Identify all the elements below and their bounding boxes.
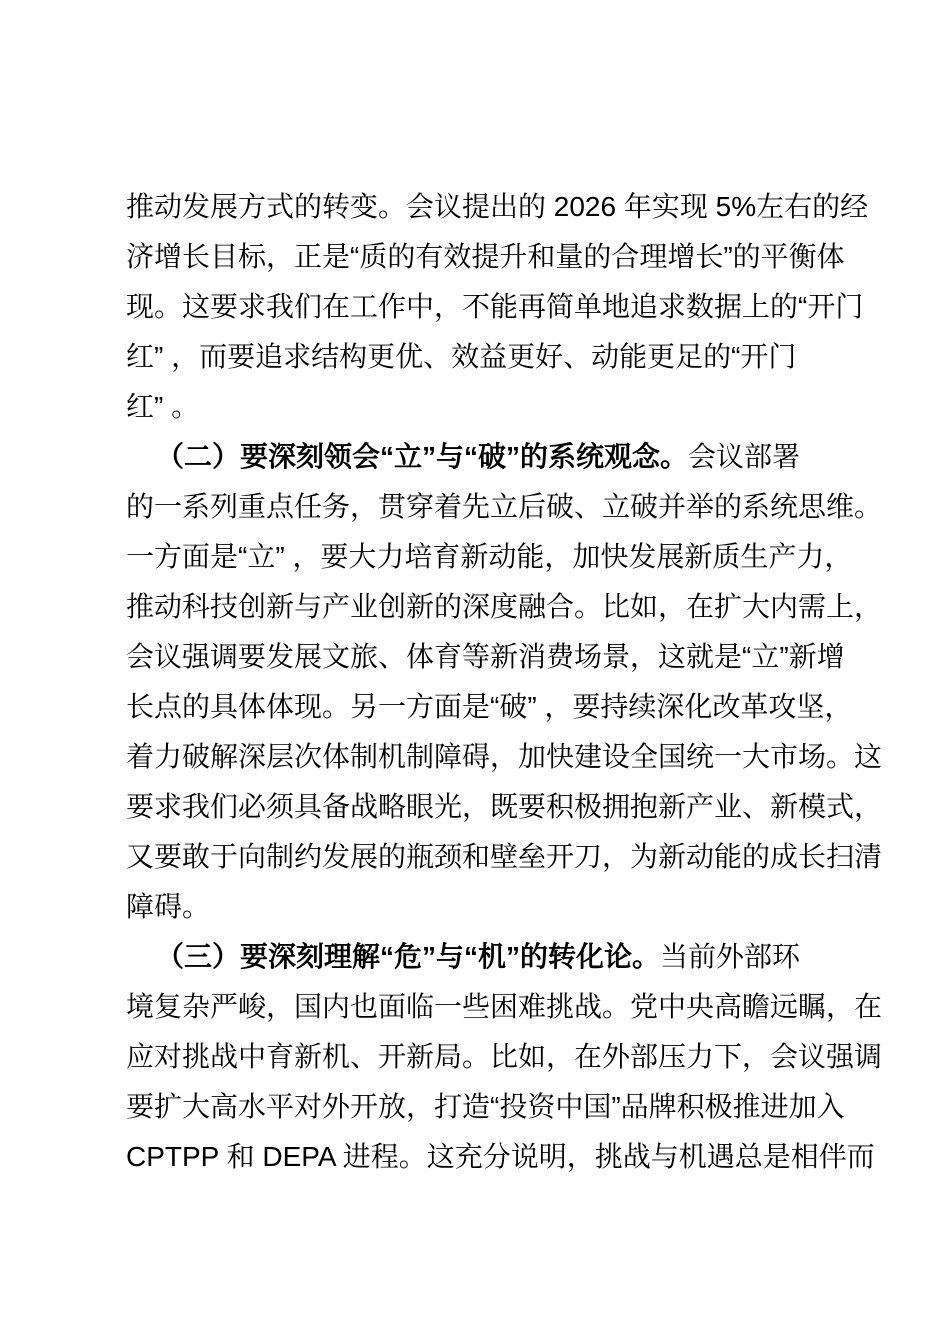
text-run: 会议部署	[688, 441, 801, 472]
text-run: 障碍。	[126, 891, 211, 922]
text-line	[126, 832, 883, 882]
text-run: 推动发展方式的转变。会议提出的 2026 年实现 5%左右的经	[126, 191, 869, 222]
text-line	[126, 282, 864, 332]
text-line	[126, 1082, 845, 1132]
paragraph-first-line	[126, 932, 838, 982]
paragraph-heading-run: （二）要深刻领会“立”与“破”的系统观念。	[156, 441, 689, 472]
text-line	[126, 882, 838, 932]
text-line	[126, 982, 883, 1032]
paragraph-first-line	[126, 432, 838, 482]
text-run: 推动科技创新与产业创新的深度融合。比如，在扩大内需上，	[126, 591, 883, 622]
text-line	[126, 632, 845, 682]
text-line	[126, 582, 883, 632]
text-line	[126, 482, 883, 532]
text-run: CPTPP 和 DEPA 进程。这充分说明，挑战与机遇总是相伴而	[126, 1141, 875, 1172]
text-run: 当前外部环	[660, 941, 801, 972]
text-run: 一方面是“立” ，要大力培育新动能，加快发展新质生产力，	[126, 541, 853, 572]
text-run: 要求我们必须具备战略眼光，既要积极拥抱新产业、新模式，	[126, 791, 883, 822]
text-run: 境复杂严峻，国内也面临一些困难挑战。党中央高瞻远瞩，在	[126, 991, 883, 1022]
text-run: 红” 。	[126, 391, 200, 422]
text-line	[126, 182, 869, 232]
text-line	[126, 332, 838, 382]
text-run: 要扩大高水平对外开放，打造“投资中国”品牌积极推进加入	[126, 1091, 845, 1122]
text-run: 现。这要求我们在工作中，不能再简单地追求数据上的“开门	[126, 291, 864, 322]
text-line	[126, 1032, 883, 1082]
text-run: 会议强调要发展文旅、体育等新消费场景，这就是“立”新增	[126, 641, 845, 672]
text-run: 济增长目标，正是“质的有效提升和量的合理增长”的平衡体	[126, 241, 845, 272]
text-line	[126, 682, 853, 732]
text-line	[126, 1132, 875, 1182]
text-run: 应对挑战中育新机、开新局。比如，在外部压力下，会议强调	[126, 1041, 883, 1072]
text-line	[126, 532, 853, 582]
text-run: 长点的具体体现。另一方面是“破” ，要持续深化改革攻坚，	[126, 691, 853, 722]
text-run: 着力破解深层次体制机制障碍，加快建设全国统一大市场。这	[126, 741, 883, 772]
document-text-block	[126, 182, 883, 1182]
text-line	[126, 382, 838, 432]
text-line	[126, 232, 845, 282]
paragraph-heading-run: （三）要深刻理解“危”与“机”的转化论。	[156, 941, 661, 972]
text-run: 红” ，而要追求结构更优、效益更好、动能更足的“开门	[126, 341, 797, 372]
text-line	[126, 782, 883, 832]
text-line	[126, 732, 883, 782]
text-run: 又要敢于向制约发展的瓶颈和壁垒开刀，为新动能的成长扫清	[126, 841, 883, 872]
text-run: 的一系列重点任务，贯穿着先立后破、立破并举的系统思维。	[126, 491, 883, 522]
